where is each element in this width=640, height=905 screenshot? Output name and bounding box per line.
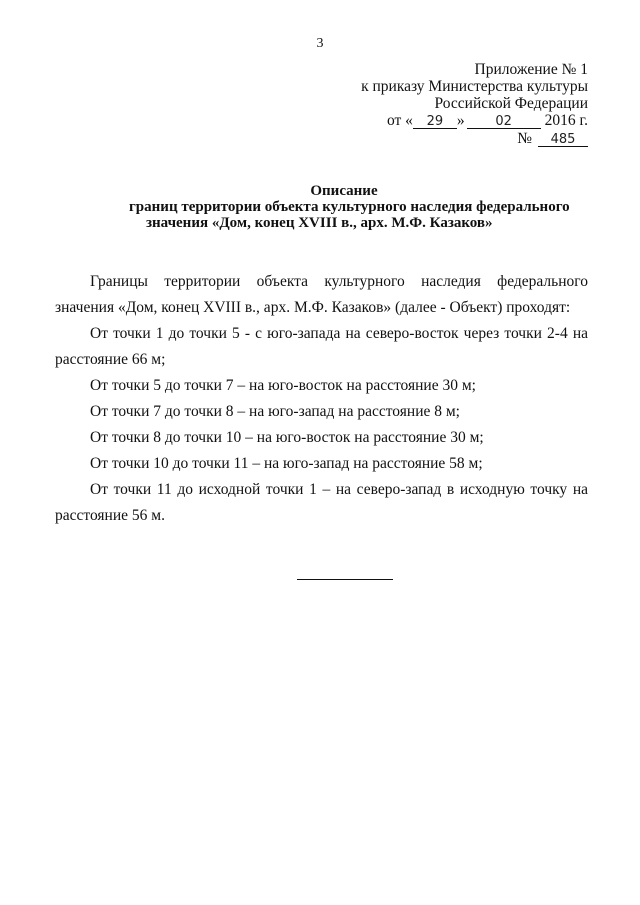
title-line-2: границ территории объекта культурного наследия федерального (129, 199, 570, 215)
number-label: № (517, 130, 532, 147)
date-mid: » (456, 112, 465, 129)
paragraph-segment-4: От точки 8 до точки 10 – на юго-восток на расстояние 30 м; (90, 429, 484, 446)
date-month-handwritten: 02 (467, 115, 541, 129)
appendix-label: Приложение № 1 (474, 61, 588, 78)
date-prefix: от « (386, 112, 413, 129)
paragraph-segment-2: От точки 5 до точки 7 – на юго-восток на расстояние 30 м; (90, 377, 476, 394)
date-day-handwritten: 29 (413, 115, 457, 129)
federation-label: Российской Федерации (434, 95, 588, 112)
title-line-1: Описание (310, 183, 378, 199)
date-year: 2016 г. (544, 112, 588, 129)
order-reference: к приказу Министерства культуры (361, 78, 588, 95)
page-number: 3 (316, 36, 324, 51)
paragraph-segment-1: От точки 1 до точки 5 - с юго-запада на северо-восток через точки 2-4 на расстояние 66 м; (55, 325, 588, 368)
order-date (258, 112, 588, 129)
appendix-header (258, 61, 588, 147)
paragraph-segment-3: От точки 7 до точки 8 – на юго-запад на расстояние 8 м; (90, 403, 460, 420)
number-value-handwritten: 485 (538, 133, 588, 147)
paragraph-segment-5: От точки 10 до точки 11 – на юго-запад на расстояние 58 м; (90, 455, 483, 472)
document-body (55, 269, 588, 529)
paragraph-intro: Границы территории объекта культурного наследия федерального значения «Дом, конец XVIII в., арх. М.Ф. Казаков» (далее - Объект) проходят: (55, 273, 588, 316)
document-title (0, 183, 640, 231)
order-number (258, 130, 588, 147)
paragraph-segment-6: От точки 11 до исходной точки 1 – на северо-запад в исходную точку на расстояние 56 м. (55, 481, 588, 524)
title-line-3: значения «Дом, конец XVIII в., арх. М.Ф. Казаков» (146, 215, 493, 231)
closing-divider (297, 579, 393, 580)
